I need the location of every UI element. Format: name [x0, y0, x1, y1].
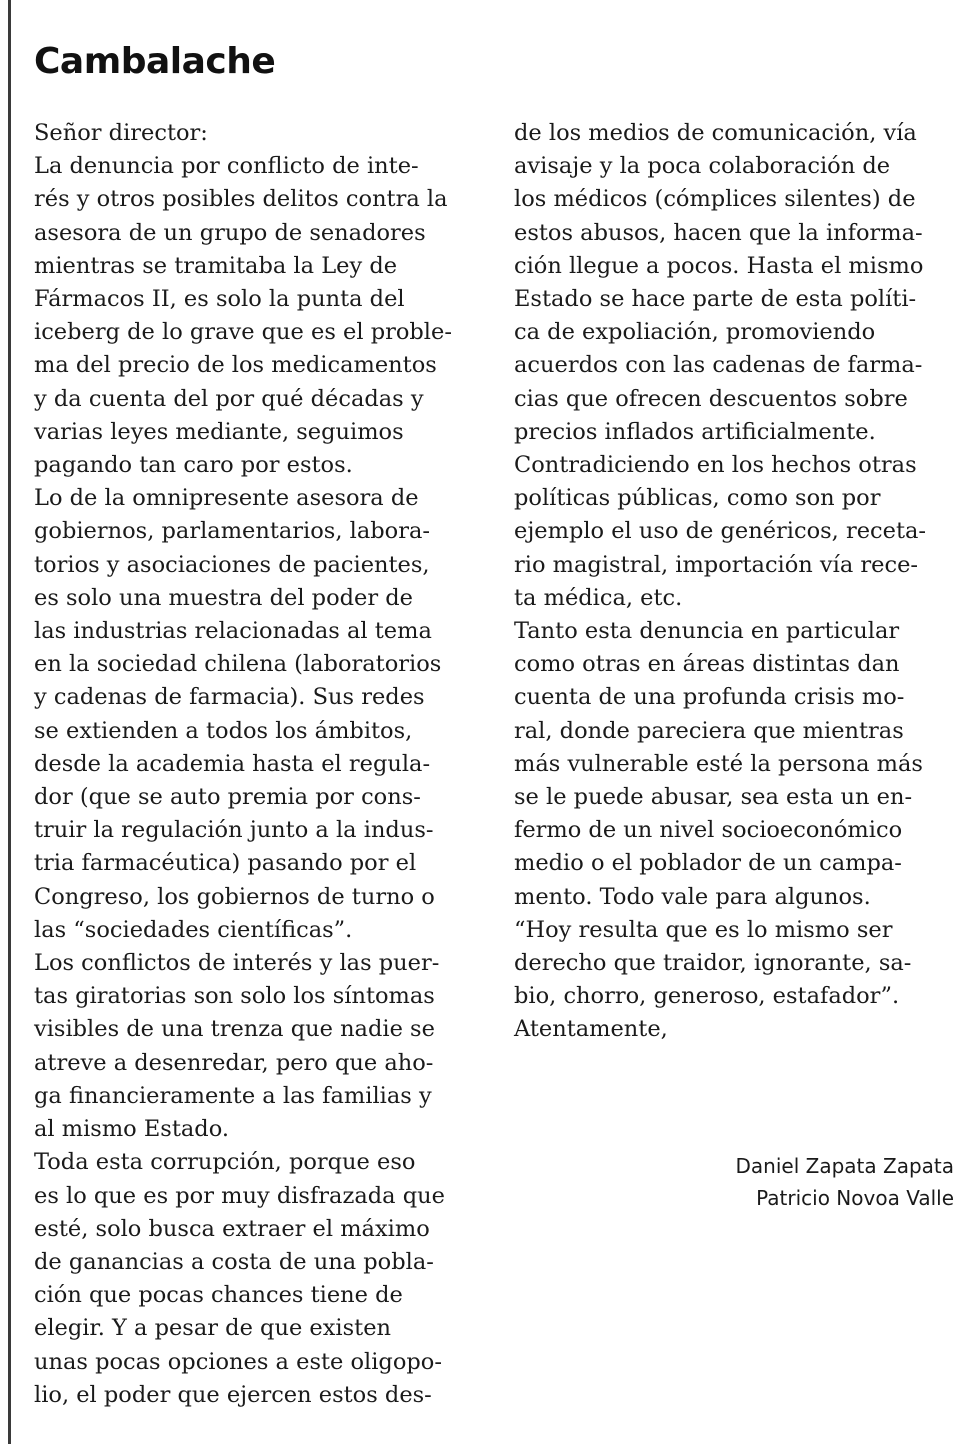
text-line: es solo una muestra del poder de [34, 584, 413, 611]
text-line: varias leyes mediante, seguimos [34, 418, 404, 445]
signature-block [736, 1150, 954, 1214]
text-line: políticas públicas, como son por [514, 485, 881, 512]
text-line: bio, chorro, generoso, estafador”. [514, 983, 900, 1010]
text-line: desde la academia hasta el regula- [34, 750, 431, 777]
text-line: atreve a desenredar, pero que aho- [34, 1049, 434, 1076]
text-line: cuenta de una profunda crisis mo- [514, 684, 905, 711]
text-line: los médicos (cómplices silentes) de [514, 186, 916, 213]
text-line: iceberg de lo grave que es el proble- [34, 319, 452, 346]
text-line: es lo que es por muy disfrazada que [34, 1182, 445, 1209]
text-line: ejemplo el uso de genéricos, receta- [514, 518, 927, 545]
text-line: estos abusos, hacen que la informa- [514, 219, 923, 246]
text-line: las industrias relacionadas al tema [34, 618, 432, 645]
text-line: como otras en áreas distintas dan [514, 651, 900, 678]
text-line: fermo de un nivel socioeconómico [514, 817, 903, 844]
text-line: Fármacos II, es solo la punta del [34, 286, 405, 313]
text-line: Toda esta corrupción, porque eso [34, 1149, 416, 1176]
text-line: Los conflictos de interés y las puer- [34, 950, 440, 977]
text-line: tas giratorias son solo los síntomas [34, 983, 435, 1010]
text-line: tria farmacéutica) pasando por el [34, 850, 417, 877]
text-line: derecho que traidor, ignorante, sa- [514, 950, 912, 977]
text-line: Atentamente, [514, 1016, 668, 1043]
text-line: se le puede abusar, sea esta un en- [514, 784, 913, 811]
text-line: y da cuenta del por qué décadas y [34, 385, 424, 412]
text-line: ma del precio de los medicamentos [34, 352, 437, 379]
text-line: lio, el poder que ejercen estos des- [34, 1381, 432, 1408]
text-line: ral, donde pareciera que mientras [514, 717, 904, 744]
text-line: ción llegue a pocos. Hasta el mismo [514, 252, 924, 279]
signature-author-2: Patricio Novoa Valle [756, 1186, 954, 1210]
right-column [514, 117, 959, 1047]
text-line: se extienden a todos los ámbitos, [34, 717, 413, 744]
text-line: al mismo Estado. [34, 1116, 230, 1143]
text-line: medio o el poblador de un campa- [514, 850, 902, 877]
text-line: en la sociedad chilena (laboratorios [34, 651, 442, 678]
text-line: avisaje y la poca colaboración de [514, 153, 891, 180]
left-column [34, 117, 484, 1412]
text-line: Tanto esta denuncia en particular [514, 618, 900, 645]
text-line: rio magistral, importación vía rece- [514, 551, 919, 578]
text-line: ca de expoliación, promoviendo [514, 319, 876, 346]
text-line: Estado se hace parte de esta políti- [514, 286, 917, 313]
text-line: gobiernos, parlamentarios, labora- [34, 518, 430, 545]
text-line: Señor director: [34, 120, 208, 146]
text-line: ta médica, etc. [514, 584, 683, 611]
text-line: elegir. Y a pesar de que existen [34, 1315, 392, 1342]
text-line: ción que pocas chances tiene de [34, 1282, 403, 1309]
column-rule [8, 0, 11, 1444]
text-line: más vulnerable esté la persona más [514, 750, 923, 777]
text-line: cias que ofrecen descuentos sobre [514, 385, 908, 412]
text-line: La denuncia por conflicto de inte- [34, 153, 419, 180]
text-line: las “sociedades científicas”. [34, 916, 353, 943]
text-line: mientras se tramitaba la Ley de [34, 252, 398, 279]
text-line: visibles de una trenza que nadie se [34, 1016, 435, 1043]
text-line: dor (que se auto premia por cons- [34, 784, 421, 811]
text-line: truir la regulación junto a la indus- [34, 817, 434, 844]
text-line: pagando tan caro por estos. [34, 452, 353, 479]
text-line: mento. Todo vale para algunos. [514, 883, 871, 910]
text-line: asesora de un grupo de senadores [34, 219, 426, 246]
article-title: Cambalache [34, 41, 276, 82]
text-line: ga financieramente a las familias y [34, 1082, 432, 1109]
text-line: de los medios de comunicación, vía [514, 120, 917, 146]
signature-author-1: Daniel Zapata Zapata [735, 1154, 954, 1178]
text-line: “Hoy resulta que es lo mismo ser [514, 916, 893, 943]
text-line: de ganancias a costa de una pobla- [34, 1248, 434, 1275]
text-line: Lo de la omnipresente asesora de [34, 485, 419, 512]
text-line: Congreso, los gobiernos de turno o [34, 883, 435, 910]
text-line: rés y otros posibles delitos contra la [34, 186, 448, 213]
text-line: y cadenas de farmacia). Sus redes [34, 684, 425, 711]
text-line: esté, solo busca extraer el máximo [34, 1215, 430, 1242]
text-line: acuerdos con las cadenas de farma- [514, 352, 923, 379]
text-line: Contradiciendo en los hechos otras [514, 452, 917, 479]
text-line: precios inflados artificialmente. [514, 418, 876, 445]
text-line: torios y asociaciones de pacientes, [34, 551, 430, 578]
text-line: unas pocas opciones a este oligopo- [34, 1348, 442, 1375]
